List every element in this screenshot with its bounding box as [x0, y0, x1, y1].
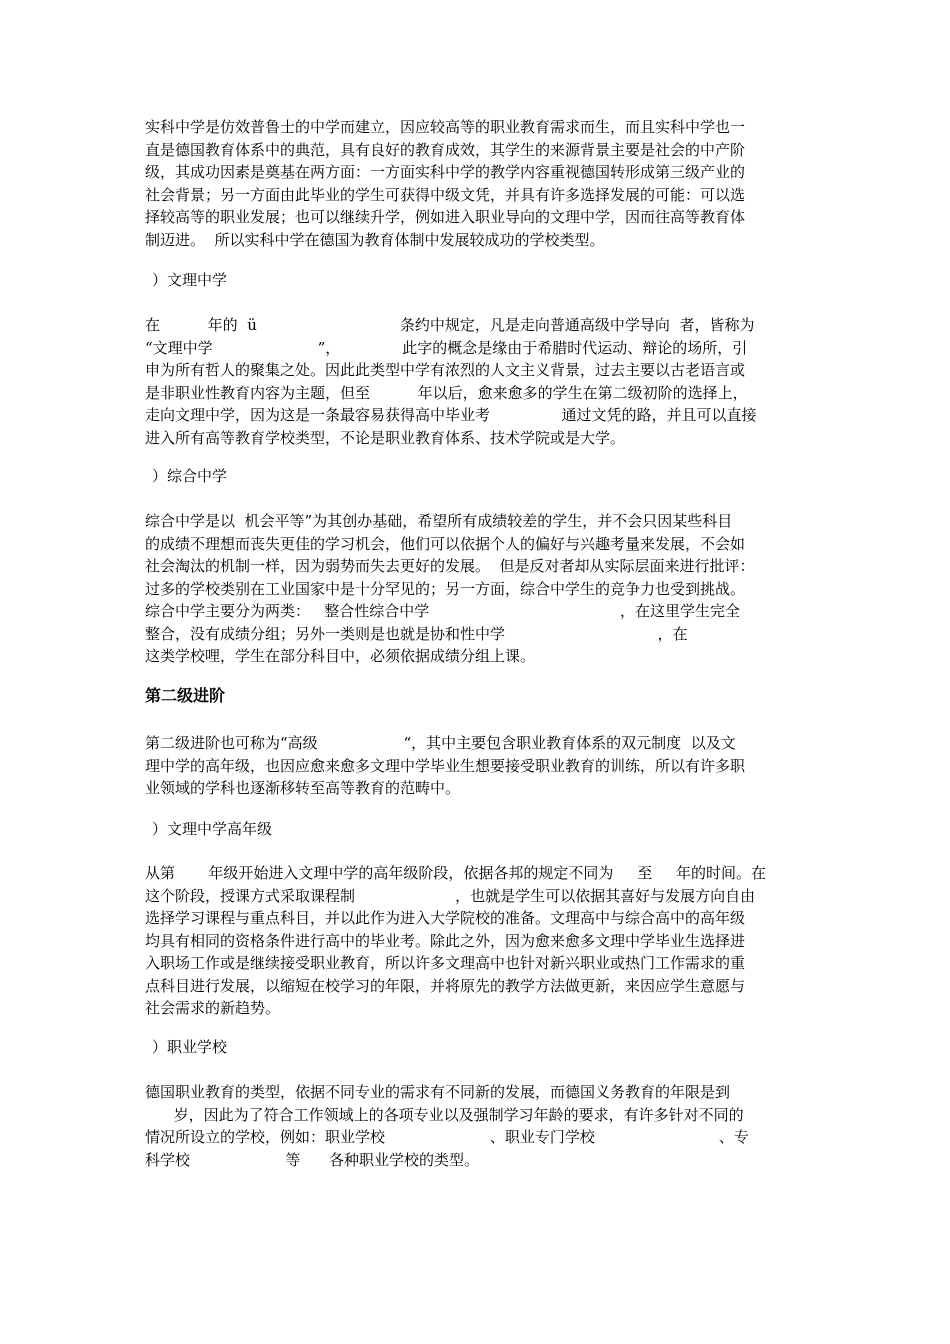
text-line: 这类学校哩，学生在部分科目中，必须依据成绩分组上课。	[145, 647, 536, 665]
text-line: 业领域的学科也逐渐移转至高等教育的范畴中。	[145, 779, 461, 797]
subheading-gesamtschule: ）综合中学	[152, 467, 228, 485]
subheading-berufsschule: ）职业学校	[152, 1038, 228, 1056]
text-line: 从第 年级开始进入文理中学的高年级阶段，依据各邦的规定不同为 至 年的时间。在	[145, 864, 767, 882]
text-line: 社会淘汰的机制一样，因为弱势而失去更好的发展。 但是反对者却从实际层面来进行批评：	[145, 557, 755, 575]
text-line: 综合中学是以 机会平等”为其创办基础，希望所有成绩较差的学生，并不会只因某些科目	[145, 512, 733, 530]
text-line: 德国职业教育的类型，依据不同专业的需求有不同新的发展，而德国义务教育的年限是到	[145, 1083, 731, 1101]
text-line: 社会背景；另一方面由此毕业的学生可获得中级文凭，并具有许多选择发展的可能：可以选	[145, 185, 746, 204]
text-line: 的成绩不理想而丧失更佳的学习机会，他们可以依据个人的偏好与兴趣考量来发展，不会如	[145, 534, 746, 553]
paragraph-gymnasium	[145, 314, 810, 449]
text-line: 社会需求的新趋势。	[145, 999, 281, 1017]
text-line: 在 年的 ü 条约中规定，凡是走向普通高级中学导向 者，皆称为	[145, 316, 755, 334]
text-line: 制迈进。 所以实科中学在德国为教育体制中发展较成功的学校类型。	[145, 230, 605, 249]
text-line: 级，其成功因素是奠基在两方面：一方面实科中学的教学内容重视德国转形成第三级产业的	[145, 163, 746, 181]
text-line: 情况所设立的学校，例如：职业学校 、职业专门学校 、专	[145, 1128, 749, 1146]
text-line: 理中学的高年级，也因应愈来愈多文理中学毕业生想要接受职业教育的训练，所以有许多职	[145, 756, 746, 775]
text-line: 进入所有高等教育学校类型，不论是职业教育体系、技术学院或是大学。	[145, 428, 626, 447]
text-line: 均具有相同的资格条件进行高中的毕业考。除此之外，因为愈来愈多文理中学毕业生选择进	[145, 931, 746, 950]
text-line: 综合中学主要分为两类： 整合性综合中学 ，在这里学生完全	[145, 602, 741, 620]
text-line: “文理中学 ”， 此字的概念是缘由于希腊时代运动、辩论的场所，引	[145, 338, 748, 357]
text-line: 点科目进行发展，以缩短在校学习的年限，并将原先的教学方法做更新，来因应学生意愿与	[145, 976, 746, 995]
text-line: 岁，因此为了符合工作领域上的各项专业以及强制学习年龄的要求，有许多针对不同的	[145, 1105, 744, 1124]
subheading-gymnasium: ）文理中学	[152, 271, 228, 289]
paragraph-oberstufe	[145, 862, 810, 1020]
text-line: 择较高等的职业发展；也可以继续升学，例如进入职业导向的文理中学，因而往高等教育体	[145, 208, 746, 226]
text-line: 走向文理中学，因为这是一条最容易获得高中毕业考 通过文凭的路，并且可以直接	[145, 406, 757, 424]
text-line: 过多的学校类别在工业国家中是十分罕见的；另一方面，综合中学生的竞争力也受到挑战。	[145, 579, 746, 598]
text-line: 选择学习课程与重点科目，并以此作为进入大学院校的准备。文理高中与综合高中的高年级	[145, 909, 746, 927]
text-line: 入职场工作或是继续接受职业教育，所以许多文理高中也针对新兴职业或热门工作需求的重	[145, 954, 746, 972]
paragraph-berufsschule	[145, 1081, 810, 1171]
text-line: 科学校 等 各种职业学校的类型。	[145, 1150, 479, 1169]
section-heading: 第二级进阶	[145, 686, 226, 705]
paragraph-realschule	[145, 116, 810, 251]
text-line: 整合，没有成绩分组；另外一类则是也就是协和性中学 ，在	[145, 624, 688, 643]
paragraph-sekundarstufe-2	[145, 732, 810, 800]
paragraph-gesamtschule	[145, 510, 810, 668]
text-line: 实科中学是仿效普鲁士的中学而建立，因应较高等的职业教育需求而生，而且实科中学也一	[145, 118, 746, 136]
text-line: 第二级进阶也可称为“高级 “，其中主要包含职业教育体系的双元制度 以及文	[145, 734, 736, 752]
text-line: 申为所有哲人的聚集之处。因此此类型中学有浓烈的人文主义背景，过去主要以古老语言或	[145, 361, 746, 379]
text-line: 是非职业性教育内容为主题，但至 年以后，愈来愈多的学生在第二级初阶的选择上，	[145, 383, 748, 402]
text-line: 直是德国教育体系中的典范，具有良好的教育成效，其学生的来源背景主要是社会的中产阶	[145, 140, 746, 159]
text-line: 这个阶段，授课方式采取课程制 ，也就是学生可以依据其喜好与发展方向自由	[145, 886, 756, 905]
subheading-oberstufe: ）文理中学高年级	[152, 820, 273, 838]
